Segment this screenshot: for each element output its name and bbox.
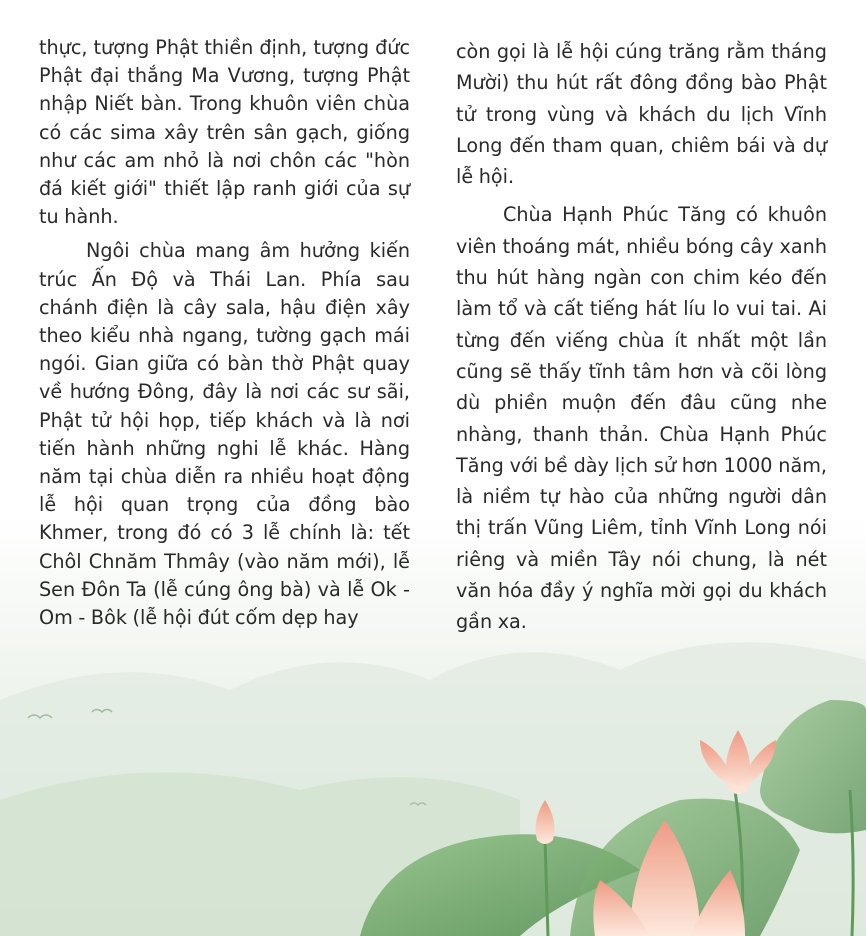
right-column [456,36,827,638]
left-paragraph-2: Ngôi chùa mang âm hưởng kiến trúc Ấn Độ và Thái Lan. Phía sau chánh điện là cây sala, hậu điện xây theo kiểu nhà ngang, tường gạch mái ngói. Gian giữa có bàn thờ Phật quay về hướng Đông, đây là nơi các sư sãi, Phật tử hội họp, tiếp khách và là nơi tiến hành những nghi lễ khác. Hàng năm tại chùa diễn ra nhiều hoạt động lễ hội quan trọng của đồng bào Khmer, trong đó có 3 lễ chính là: tết Chôl Chnăm Thmây (vào năm mới), lễ Sen Đôn Ta (lễ cúng ông bà) và lễ Ok - Om - Bôk (lễ hội đút cốm dẹp hay [39,239,410,630]
right-paragraph-2: Chùa Hạnh Phúc Tăng có khuôn viên thoáng mát, nhiều bóng cây xanh thu hút hàng ngàn con chim kéo đến làm tổ và cất tiếng hát líu lo vui tai. Ai từng đến viếng chùa ít nhất một lần cũng sẽ thấy tĩnh tâm hơn và cõi lòng dù phiền muộn đến đâu cũng nhe nhàng, thanh thản. Chùa Hạnh Phúc Tăng với bề dày lịch sử hơn 1000 năm, là niềm tự hào của những người dân thị trấn Vũng Liêm, tỉnh Vĩnh Long nói riêng và miền Tây nói chung, là nét văn hóa đầy ý nghĩa mời gọi du khách gần xa. [456,203,827,634]
left-paragraph-1: thực, tượng Phật thiền định, tượng đức Phật đại thắng Ma Vương, tượng Phật nhập Niết bàn. Trong khuôn viên chùa có các sima xây trên sân gạch, giống như các am nhỏ là nơi chôn các "hòn đá kiết giới" thiết lập ranh giới của sự tu hành. [39,36,410,229]
right-paragraph-1: còn gọi là lễ hội cúng trăng rằm tháng Mười) thu hút rất đông đồng bào Phật tử trong vùng và khách du lịch Vĩnh Long đến tham quan, chiêm bái và dự lễ hội. [456,40,827,189]
left-column [39,34,410,632]
